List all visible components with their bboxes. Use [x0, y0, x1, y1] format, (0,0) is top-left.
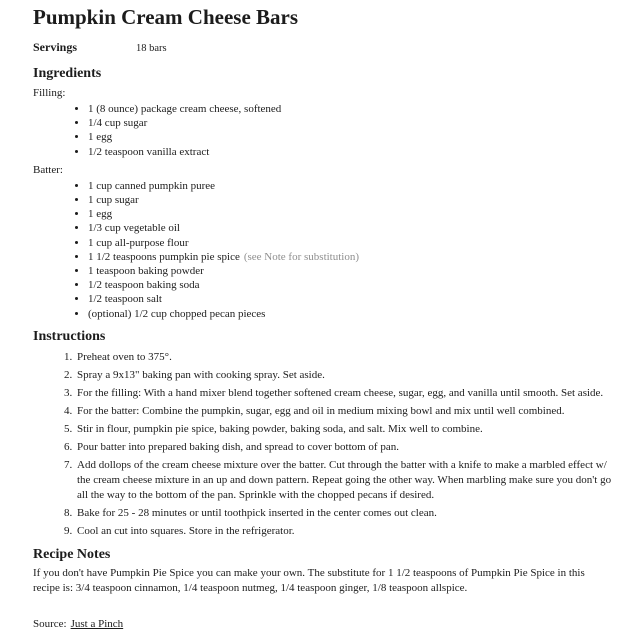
servings-label: Servings	[33, 40, 78, 55]
filling-ingredient-list	[33, 102, 612, 159]
ingredient-item: • 1/2 teaspoon vanilla extract	[88, 145, 612, 159]
instruction-step: 5. Stir in flour, pumpkin pie spice, baking powder, baking soda, and salt. Mix well to combine.	[75, 422, 612, 437]
instruction-step: 2. Spray a 9x13" baking pan with cooking spray. Set aside.	[75, 368, 612, 383]
servings-value: 18 bars	[136, 43, 167, 55]
ingredient-item: • 1 egg	[88, 207, 612, 221]
ingredient-item: • 1 egg	[88, 130, 612, 144]
ingredient-item: • 1 cup all-purpose flour	[88, 236, 612, 250]
ingredient-item: • 1 cup sugar	[88, 193, 612, 207]
source-row	[33, 618, 612, 630]
instruction-step: 7. Add dollops of the cream cheese mixture over the batter. Cut through the batter with a knife to make a marbled effect w/ the cream cheese mixture in an up and down pattern. Repeat going the other way. When marbling make sure you don't go all the way to the bottom of the pan. Sprinkle with the chopped pecans if desired.	[75, 458, 612, 503]
source-label: Source:	[33, 618, 67, 630]
ingredient-group-label-filling: Filling:	[33, 86, 66, 99]
instructions-heading: Instructions	[33, 328, 106, 344]
ingredients-heading: Ingredients	[33, 66, 102, 82]
source-link[interactable]: Just a Pinch	[70, 618, 124, 630]
recipe-notes-body: If you don't have Pumpkin Pie Spice you can make your own. The substitute for 1 1/2 teaspoons of Pumpkin Pie Spice in this recipe is: 3/4 teaspoon cinnamon, 1/4 teaspoon nutmeg, 1/4 teaspoon ginger, 1/8 teaspoon allspice.	[33, 567, 585, 595]
instruction-list	[33, 350, 612, 539]
recipe-title: Pumpkin Cream Cheese Bars	[33, 5, 299, 29]
ingredient-item: • 1/4 cup sugar	[88, 116, 612, 130]
ingredient-item	[88, 250, 612, 264]
servings-row	[33, 40, 612, 55]
instruction-step: 9. Cool an cut into squares. Store in the refrigerator.	[75, 524, 612, 539]
ingredient-item: • 1 teaspoon baking powder	[88, 264, 612, 278]
instruction-step: 3. For the filling: With a hand mixer blend together softened cream cheese, sugar, egg, and vanilla until smooth. Set aside.	[75, 386, 612, 401]
recipe-notes-heading: Recipe Notes	[33, 546, 111, 562]
ingredient-item: • 1/3 cup vegetable oil	[88, 221, 612, 235]
ingredient-item: • 1/2 teaspoon salt	[88, 292, 612, 306]
ingredient-group-label-batter: Batter:	[33, 163, 63, 176]
ingredient-item-text: 1 1/2 teaspoons pumpkin pie spice	[88, 250, 240, 263]
substitution-note: (see Note for substitution)	[243, 250, 360, 263]
ingredient-item: • 1 cup canned pumpkin puree	[88, 179, 612, 193]
ingredient-item: • 1 (8 ounce) package cream cheese, softened	[88, 102, 612, 116]
batter-ingredient-list	[33, 179, 612, 321]
instruction-step: 1. Preheat oven to 375°.	[75, 350, 612, 365]
instruction-step: 6. Pour batter into prepared baking dish, and spread to cover bottom of pan.	[75, 440, 612, 455]
ingredient-item: • 1/2 teaspoon baking soda	[88, 278, 612, 292]
instruction-step: 4. For the batter: Combine the pumpkin, sugar, egg and oil in medium mixing bowl and mix until well combined.	[75, 404, 612, 419]
ingredient-item: • (optional) 1/2 cup chopped pecan pieces	[88, 307, 612, 321]
instruction-step: 8. Bake for 25 - 28 minutes or until toothpick inserted in the center comes out clean.	[75, 506, 612, 521]
